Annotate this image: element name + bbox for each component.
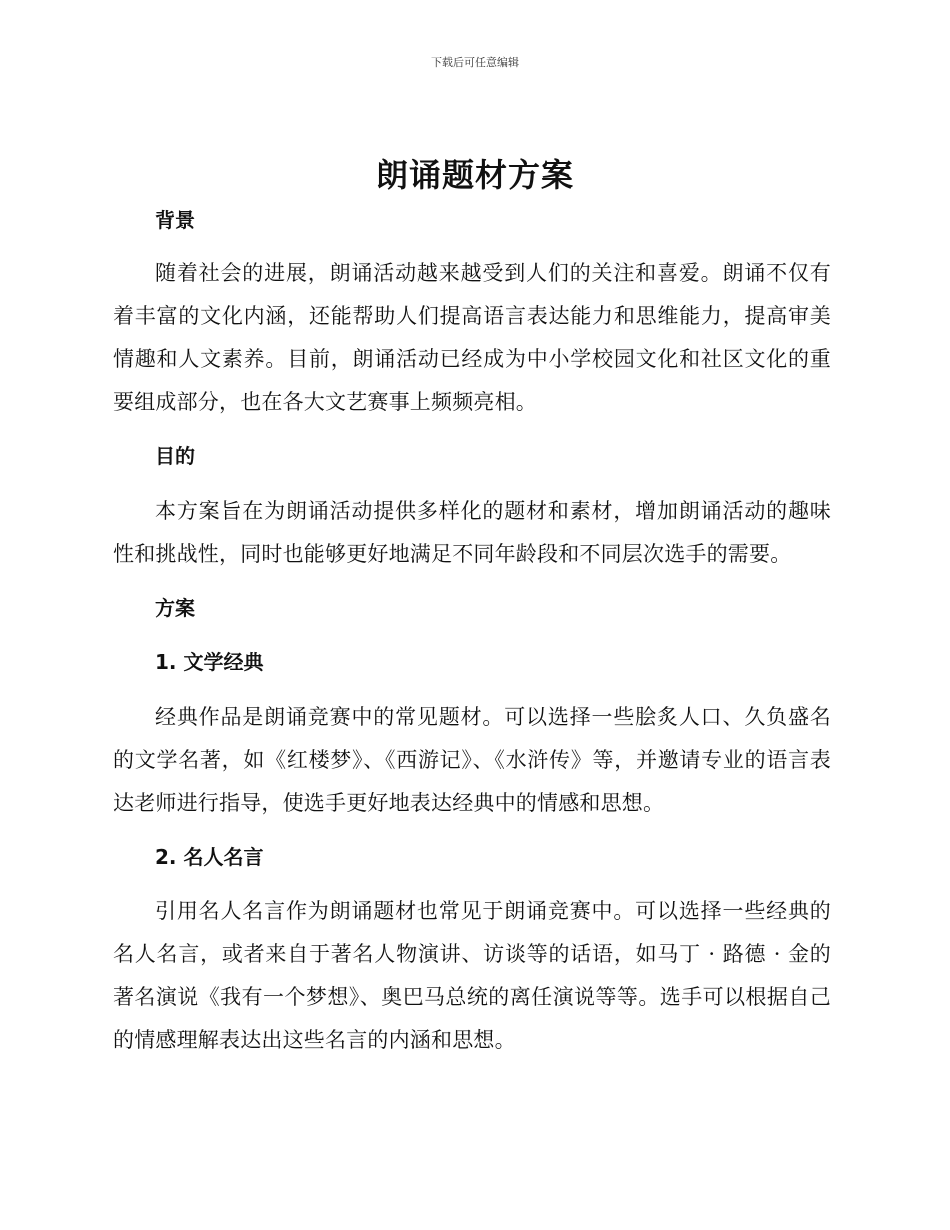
- section-heading-plan: 方案: [155, 596, 195, 620]
- subsection-paragraph-famous-quotes: 引用名人名言作为朗诵题材也常见于朗诵竞赛中。可以选择一些经典的名人名言，或者来自于著名人物演讲、访谈等的话语，如马丁 · 路德 · 金的著名演说《我有一个梦想》、奥巴马总统的离任演说等等。选手可以根据自己的情感理解表达出这些名言的内涵和思想。: [113, 899, 831, 1052]
- section-heading-background: 背景: [155, 208, 195, 232]
- section-heading-purpose: 目的: [155, 444, 195, 468]
- subsection-heading-literary-classics: 1. 文学经典: [155, 650, 264, 674]
- section-paragraph-background: 随着社会的进展，朗诵活动越来越受到人们的关注和喜爱。朗诵不仅有着丰富的文化内涵，还能帮助人们提高语言表达能力和思维能力，提高审美情趣和人文素养。目前，朗诵活动已经成为中小学校园文化和社区文化的重要组成部分，也在各大文艺赛事上频频亮相。: [113, 261, 831, 414]
- section-paragraph-purpose: 本方案旨在为朗诵活动提供多样化的题材和素材，增加朗诵活动的趣味性和挑战性，同时也能够更好地满足不同年龄段和不同层次选手的需要。: [113, 499, 831, 566]
- subsection-paragraph-literary-classics: 经典作品是朗诵竞赛中的常见题材。可以选择一些脍炙人口、久负盛名的文学名著，如《红楼梦》、《西游记》、《水浒传》等，并邀请专业的语言表达老师进行指导，使选手更好地表达经典中的情感和思想。: [113, 705, 831, 815]
- page-header-note: 下载后可任意编辑: [431, 56, 519, 69]
- document-title: 朗诵题材方案: [375, 156, 574, 194]
- subsection-heading-famous-quotes: 2. 名人名言: [155, 845, 264, 869]
